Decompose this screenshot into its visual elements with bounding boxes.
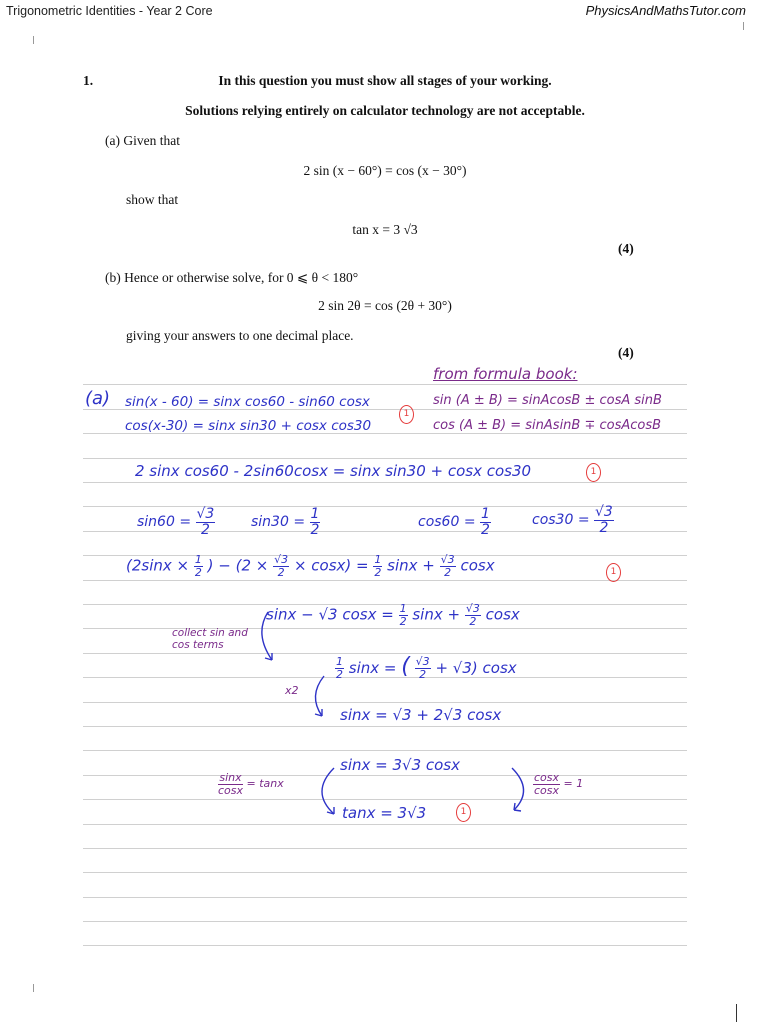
working-line-cos-expand: cos(x-30) = sinx sin30 + cosx cos30 (125, 418, 372, 434)
note-collect-terms: collect sin and cos terms (172, 627, 248, 651)
formula-sin-compound: sin (A ± B) = sinAcosB ± cosA sinB (433, 393, 662, 408)
part-a-marks: (4) (618, 241, 634, 256)
part-a-show: show that (126, 192, 179, 207)
part-b-marks: (4) (618, 345, 634, 360)
part-a-equation: 2 sin (x − 60°) = cos (x − 30°) (303, 163, 467, 178)
working-line-sin-expand: sin(x - 60) = sinx cos60 - sin60 cosx (125, 394, 370, 410)
working-line-substituted: 2 sinx cos60 - 2sin60cosx = sinx sin30 + cosx cos30 (135, 462, 532, 480)
note-cos-over-cos: $\frac{\cos x}{\cos x}$ = 1 (534, 771, 584, 797)
part-b-equation: 2 sin 2θ = cos (2θ + 30°) (318, 298, 452, 313)
mark-icon: 1 (606, 563, 621, 582)
part-b-instruction: giving your answers to one decimal place. (126, 328, 354, 343)
site-watermark[interactable]: PhysicsAndMathsTutor.com (585, 3, 746, 18)
exact-value-sin30: sin30 = $\frac{1}{2}$ (251, 506, 320, 538)
part-a-label: (a) Given that (105, 133, 180, 148)
note-multiply-two: x2 (285, 684, 299, 697)
part-b-label: (b) Hence or otherwise solve, for 0 ⩽ θ < 180° (105, 270, 359, 285)
document-header-title: Trigonometric Identities - Year 2 Core (6, 4, 213, 18)
mark-icon: 1 (399, 405, 414, 424)
working-line-doubled: sinx = √3 + 2√3 cosx (340, 706, 502, 724)
instruction-calculator: Solutions relying entirely on calculator technology are not acceptable. (185, 103, 585, 118)
note-sin-over-cos: $\frac{\sin x}{\cos x}$ = tanx (218, 771, 284, 797)
exact-value-sin60: sin60 = $\frac{√3}{2}$ (137, 506, 215, 538)
formula-book-title: from formula book: (433, 365, 578, 383)
formula-cos-compound: cos (A ± B) = sinAsinB ∓ cosAcosB (433, 418, 662, 433)
working-line-collected: $\frac{1}{2}$ sinx = ( $\frac{√3}{2}$ + √3) cosx (336, 654, 517, 681)
working-line-simplified: sinx − √3 cosx = $\frac{1}{2}$ sinx + $\frac{√3}{2}$ cosx (266, 602, 520, 628)
mark-icon: 1 (456, 803, 471, 822)
working-line-values-substituted: (2sinx × $\frac{1}{2}$ ) − (2 × $\frac{√3}{2}$ × cosx) = $\frac{1}{2}$ sinx + $\frac{√3}{2}$ cosx (126, 553, 495, 579)
part-a-target: tan x = 3 √3 (352, 222, 418, 237)
mark-icon: 1 (586, 463, 601, 482)
exact-value-cos60: cos60 = $\frac{1}{2}$ (418, 506, 490, 538)
question-number: 1. (83, 73, 94, 88)
instruction-working: In this question you must show all stages of your working. (218, 73, 552, 88)
exact-value-cos30: cos30 = $\frac{√3}{2}$ (532, 504, 613, 536)
working-line-final-tan: tanx = 3√3 (342, 804, 427, 822)
part-a-working-label: (a) (85, 388, 111, 409)
working-line-combined: sinx = 3√3 cosx (340, 756, 460, 774)
